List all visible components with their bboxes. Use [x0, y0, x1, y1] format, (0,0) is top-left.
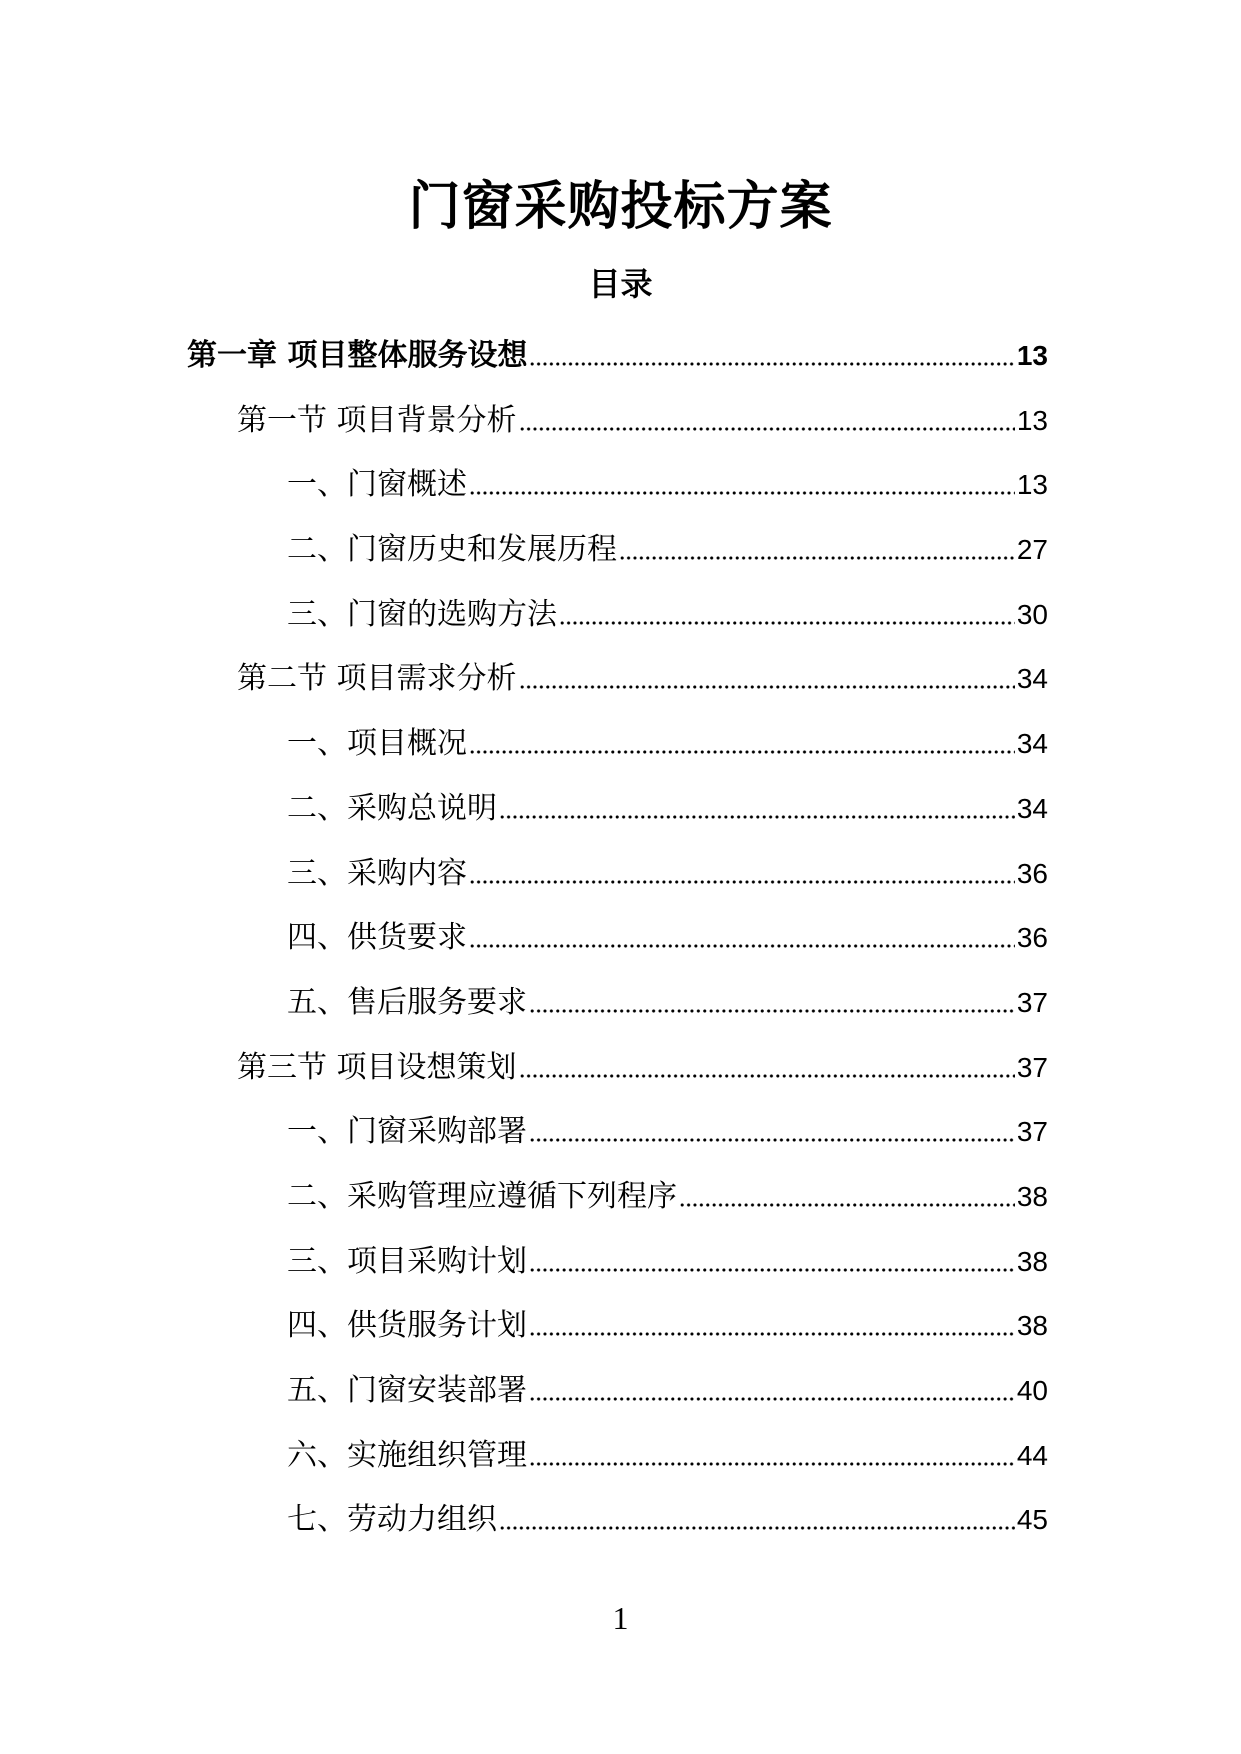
toc-entry-page: 36 — [1016, 857, 1048, 889]
toc-entry[interactable] — [0, 395, 1241, 460]
dot-leader — [529, 1137, 1015, 1143]
toc-entry-page: 38 — [1016, 1310, 1048, 1342]
toc-entry-page: 34 — [1016, 663, 1048, 695]
toc-entry-page: 13 — [1016, 404, 1048, 436]
toc-entry[interactable] — [0, 459, 1241, 524]
toc-entry-label: 第一节 项目背景分析 — [237, 402, 517, 438]
toc-entry-page: 13 — [1016, 469, 1048, 501]
toc-entry[interactable] — [0, 330, 1241, 395]
toc-entry[interactable] — [0, 718, 1241, 783]
toc-entry-label: 四、供货服务计划 — [287, 1308, 527, 1344]
document-title: 门窗采购投标方案 — [408, 177, 833, 237]
page-number: 1 — [612, 1600, 629, 1636]
toc-entry-label: 三、项目采购计划 — [287, 1243, 527, 1279]
toc-entry[interactable] — [0, 653, 1241, 718]
toc-entry-page: 40 — [1016, 1375, 1048, 1406]
dot-leader — [559, 620, 1015, 626]
dot-leader — [529, 1331, 1015, 1337]
dot-leader — [499, 814, 1015, 820]
toc-entry-label: 二、门窗历史和发展历程 — [287, 532, 617, 568]
dot-leader — [529, 1008, 1015, 1014]
toc-entry[interactable] — [0, 1106, 1241, 1171]
toc-entry[interactable] — [0, 912, 1241, 977]
dot-leader — [519, 1073, 1015, 1079]
toc-entry-label: 第一章 项目整体服务设想 — [187, 338, 528, 373]
toc-entry-label: 五、售后服务要求 — [287, 984, 527, 1020]
dot-leader — [519, 684, 1015, 690]
toc-entry[interactable] — [0, 1494, 1241, 1559]
dot-leader — [469, 490, 1015, 496]
toc-entry-page: 37 — [1016, 986, 1048, 1018]
toc-entry-label: 三、采购内容 — [287, 855, 467, 891]
toc-entry-page: 37 — [1016, 1051, 1048, 1083]
dot-leader — [469, 749, 1015, 755]
toc-heading: 目录 — [588, 265, 653, 303]
toc-entry-label: 一、项目概况 — [287, 726, 467, 762]
toc-entry-page: 34 — [1016, 792, 1048, 824]
dot-leader — [529, 1461, 1015, 1467]
toc-entry-page: 38 — [1016, 1180, 1048, 1212]
toc-entry-label: 三、门窗的选购方法 — [287, 596, 557, 632]
toc-entry[interactable] — [0, 1365, 1241, 1430]
toc-entry[interactable] — [0, 848, 1241, 913]
toc-entry-label: 五、门窗安装部署 — [287, 1373, 527, 1408]
toc-entry[interactable] — [0, 1300, 1241, 1365]
toc-entry-label: 第三节 项目设想策划 — [237, 1049, 517, 1085]
toc-entry-page: 37 — [1016, 1116, 1048, 1148]
table-of-contents — [0, 330, 1241, 1559]
dot-leader — [679, 1202, 1015, 1208]
toc-entry-page: 30 — [1016, 598, 1048, 630]
toc-entry-page: 38 — [1016, 1245, 1048, 1277]
toc-entry-page: 36 — [1016, 922, 1048, 954]
toc-entry-label: 一、门窗采购部署 — [287, 1114, 527, 1150]
toc-entry-page: 13 — [1016, 340, 1048, 371]
toc-entry-label: 第二节 项目需求分析 — [237, 661, 517, 697]
toc-entry[interactable] — [0, 1042, 1241, 1107]
toc-entry-label: 一、门窗概述 — [287, 467, 467, 503]
toc-entry[interactable] — [0, 1430, 1241, 1495]
dot-leader — [529, 1396, 1015, 1402]
toc-entry-label: 四、供货要求 — [287, 920, 467, 956]
dot-leader — [529, 1267, 1015, 1273]
toc-entry[interactable] — [0, 1171, 1241, 1236]
dot-leader — [619, 555, 1015, 561]
toc-entry[interactable] — [0, 1236, 1241, 1301]
toc-entry-label: 七、劳动力组织 — [287, 1502, 497, 1538]
dot-leader — [469, 879, 1015, 885]
toc-entry-page: 34 — [1016, 728, 1048, 760]
toc-entry-label: 二、采购总说明 — [287, 790, 497, 826]
toc-entry[interactable] — [0, 524, 1241, 589]
toc-entry[interactable] — [0, 977, 1241, 1042]
toc-entry-page: 45 — [1016, 1504, 1048, 1536]
dot-leader — [529, 361, 1014, 367]
toc-entry-page: 27 — [1016, 534, 1048, 566]
toc-entry[interactable] — [0, 783, 1241, 848]
dot-leader — [519, 426, 1015, 432]
toc-entry-label: 六、实施组织管理 — [287, 1437, 527, 1473]
toc-entry-label: 二、采购管理应遵循下列程序 — [287, 1178, 677, 1214]
toc-entry-page: 44 — [1016, 1439, 1048, 1471]
dot-leader — [499, 1525, 1015, 1531]
dot-leader — [469, 943, 1015, 949]
toc-entry[interactable] — [0, 589, 1241, 654]
